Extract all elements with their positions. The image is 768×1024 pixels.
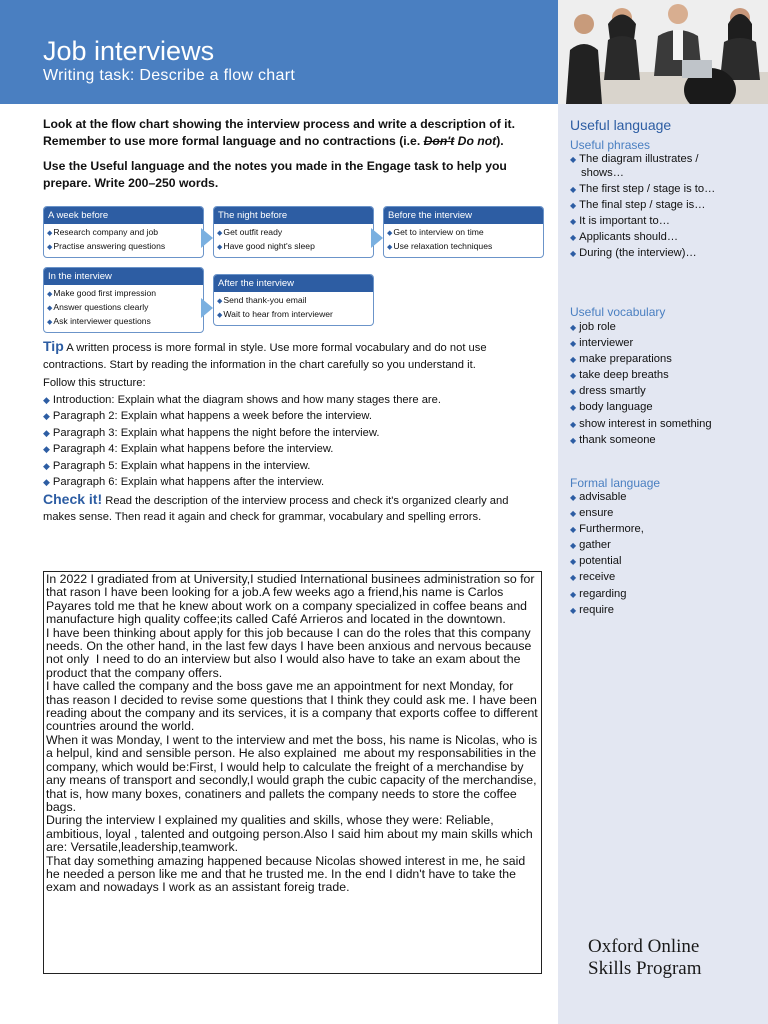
flow-item: ◆ Send thank-you email — [217, 294, 370, 308]
vocab-item: ◆ thank someone — [570, 434, 730, 448]
flow-arrow — [371, 228, 383, 248]
instructions-paragraph-2: Use the Useful language and the notes you made in the Engage task to help you prepare. Write 200–250 words. — [43, 159, 507, 190]
flow-box-title: Before the interview — [384, 207, 543, 224]
formal-language-title: Formal language — [570, 476, 661, 490]
structure-item: ◆ Introduction: Explain what the diagram shows and how many stages there are. — [43, 392, 521, 409]
phrase-item: ◆ The first step / stage is to… — [570, 183, 730, 197]
useful-vocabulary-title: Useful vocabulary — [570, 305, 666, 319]
flow-item: ◆ Make good first impression — [47, 287, 200, 301]
formal-item: ◆ receive — [570, 571, 730, 585]
essay-text-area[interactable]: In 2022 I gradiated from at University,I studied International businees administration so for that rason I have been looking for a job.A few weeks ago a friend,his name is Carlos Payares told me that he knew about work on a company specialized in coffee beans and manufacture high quality coffee;its called Café Arrieros and located in the downtown. I have been thinking about apply for this job because I can do the roles that this company needs. On the other hand, in the last few days I have been anxious and nervous because not only I need to do an interview but also I would also have to take an exam about the product that the company offers. I have called the company and the boss gave me an appointment for next Monday, for thas reason I decided to revise some questions that I think they could ask me. I have been reading about the company and its services, it is a company that exports coffee to different countries around the world. When it was Monday, I went to the interview and met the boss, his name is Nicolas, who is a helpul, kind and sensible person. He also explained me about my responsabilities in the company, which would be:First, I would help to calculate the freight of a merchandise by any means of transport and secondly,I would graph the cubic capacity of the merchandise, that is, how many boxes, conatiners and pallets the company needs to store the coffee bags. During the interview I explained my qualities and skills, whose they were: Reliable, ambitious, loyal , talented and outgoing person.Also I said him about my main skills which are: Versatile,leadership,teamwork. That day something amazing happened because Nicolas showed interest in me, he said he needed a person like me and that he trusted me. In the end I didn't have to take the exam and nowadays I work as an assistant foreig trade. — [43, 571, 542, 974]
flow-box-after-interview — [213, 274, 374, 326]
logo-line-2: Skills Program — [588, 958, 702, 979]
formal-item: ◆ require — [570, 604, 730, 618]
flow-item: ◆ Research company and job — [47, 226, 200, 240]
flow-box-in-interview — [43, 267, 204, 333]
vocab-item: ◆ dress smartly — [570, 385, 730, 399]
page-subtitle: Writing task: Describe a flow chart — [43, 67, 296, 84]
header-photo — [558, 0, 768, 104]
check-paragraph: Check it! Read the description of the interview process and check it's organized clearly and makes sense. Then read it again and check for grammar, vocabulary and spelling errors. — [43, 490, 509, 523]
formal-item: ◆ Furthermore, — [570, 523, 730, 537]
formal-item: ◆ potential — [570, 555, 730, 569]
structure-item: ◆ Paragraph 3: Explain what happens the night before the interview. — [43, 425, 521, 442]
formal-item: ◆ advisable — [570, 491, 730, 505]
formal-item: ◆ gather — [570, 539, 730, 553]
logo-line-1: Oxford Online — [588, 936, 700, 957]
phrase-item: ◆ Applicants should… — [570, 231, 730, 245]
useful-phrases-list — [570, 153, 730, 263]
formal-item: ◆ ensure — [570, 507, 730, 521]
vocab-item: ◆ job role — [570, 321, 730, 335]
flow-arrow — [201, 298, 213, 318]
flow-item: ◆ Have good night's sleep — [217, 240, 370, 254]
flow-box-before-interview — [383, 206, 544, 258]
phrase-item: ◆ The diagram illustrates / shows… — [570, 153, 730, 180]
sidebar-heading: Useful language — [570, 117, 672, 133]
business-people-image — [558, 0, 768, 104]
vocab-item: ◆ body language — [570, 401, 730, 415]
vocab-item: ◆ interviewer — [570, 337, 730, 351]
header-banner — [0, 0, 558, 104]
tip-section — [43, 338, 521, 526]
structure-item: ◆ Paragraph 6: Explain what happens after the interview. — [43, 474, 521, 491]
tip-paragraph: Tip A written process is more formal in style. Use more formal vocabulary and do not use contractions. Start by reading the information in the chart carefully so you understand it. — [43, 338, 487, 371]
flow-box-title: A week before — [44, 207, 203, 224]
tip-label: Tip — [43, 338, 64, 354]
instructions — [43, 116, 548, 200]
oxford-logo — [588, 936, 701, 980]
structure-item: ◆ Paragraph 5: Explain what happens in the interview. — [43, 458, 521, 475]
flow-box-week-before — [43, 206, 204, 258]
page-title: Job interviews — [43, 36, 215, 66]
follow-structure-label: Follow this structure: — [43, 377, 146, 389]
vocab-item: ◆ take deep breaths — [570, 369, 730, 383]
formal-language-list — [570, 491, 730, 620]
formal-item: ◆ regarding — [570, 588, 730, 602]
structure-list — [43, 392, 521, 491]
structure-item: ◆ Paragraph 4: Explain what happens before the interview. — [43, 441, 521, 458]
flow-box-night-before — [213, 206, 374, 258]
useful-vocabulary-list — [570, 321, 730, 450]
flow-item: ◆ Get to interview on time — [387, 226, 540, 240]
flow-item: ◆ Answer questions clearly — [47, 301, 200, 315]
phrase-item: ◆ It is important to… — [570, 215, 730, 229]
instructions-paragraph-1: Look at the flow chart showing the interview process and write a description of it. Remember to use more formal language and no contractions (i.e. Don't Do not). — [43, 117, 515, 148]
flow-item: ◆ Practise answering questions — [47, 240, 200, 254]
flow-box-title: After the interview — [214, 275, 373, 292]
flow-box-title: In the interview — [44, 268, 203, 285]
vocab-item: ◆ make preparations — [570, 353, 730, 367]
vocab-item: ◆ show interest in something — [570, 418, 730, 432]
flow-arrow — [201, 228, 213, 248]
flow-item: ◆ Use relaxation techniques — [387, 240, 540, 254]
phrase-item: ◆ During (the interview)… — [570, 247, 730, 261]
check-label: Check it! — [43, 490, 103, 507]
structure-item: ◆ Paragraph 2: Explain what happens a week before the interview. — [43, 408, 521, 425]
flow-item: ◆ Ask interviewer questions — [47, 315, 200, 329]
phrase-item: ◆ The final step / stage is… — [570, 199, 730, 213]
flow-item: ◆ Get outfit ready — [217, 226, 370, 240]
flow-chart — [43, 206, 548, 328]
flow-item: ◆ Wait to hear from interviewer — [217, 308, 370, 322]
flow-box-title: The night before — [214, 207, 373, 224]
useful-phrases-title: Useful phrases — [570, 138, 651, 152]
